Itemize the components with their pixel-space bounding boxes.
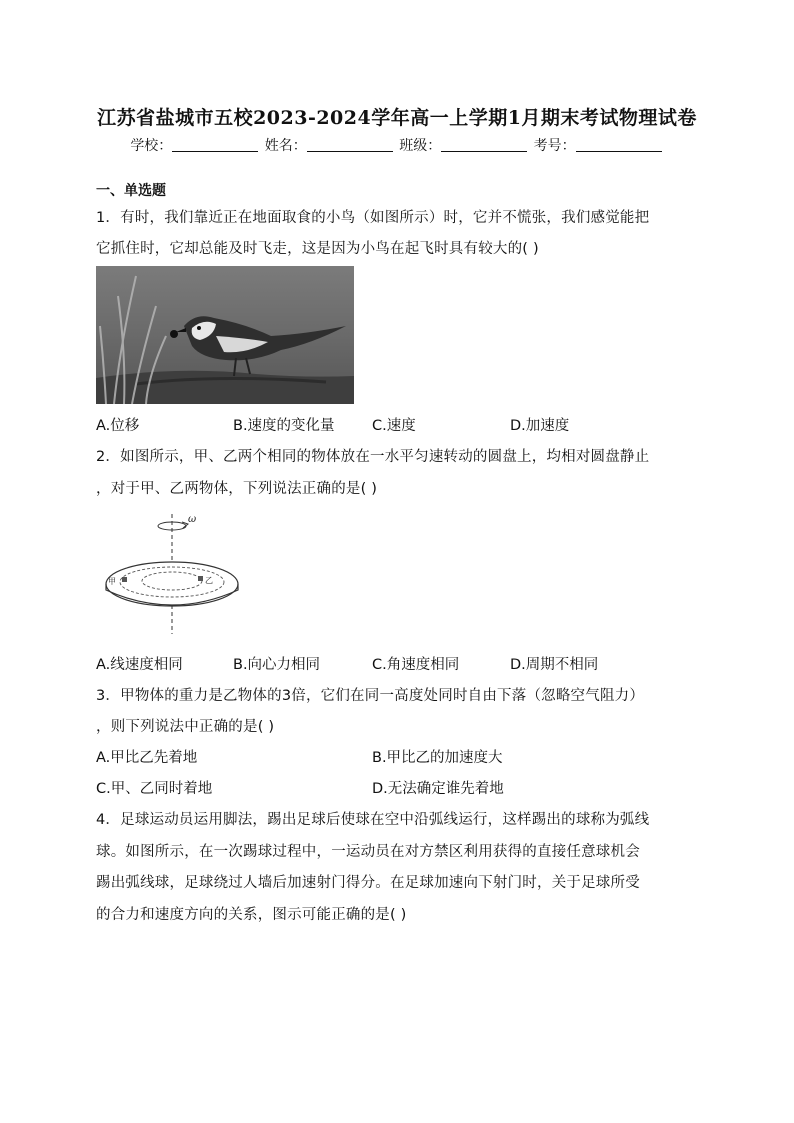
- q1-stem-line2: 它抓住时，它却总能及时飞走，这是因为小鸟在起飞时具有较大的( ): [96, 241, 539, 257]
- q1-option-a[interactable]: A.位移: [96, 418, 140, 434]
- bird-photo: [96, 266, 354, 404]
- bird-photo-illustration: [96, 266, 354, 404]
- q3-stem-line1: 3．甲物体的重力是乙物体的3倍，它们在同一高度处同时自由下落（忽略空气阻力）: [96, 688, 645, 704]
- q3-stem-line2: ，则下列说法中正确的是( ): [96, 719, 275, 735]
- label-yi: 乙: [205, 576, 213, 585]
- q4-stem-line2: 球。如图所示，在一次踢球过程中，一运动员在对方禁区利用获得的直接任意球机会: [96, 844, 640, 860]
- school-label: 学校：: [130, 138, 173, 154]
- name-label: 姓名：: [264, 138, 307, 154]
- q2-option-c[interactable]: C.角速度相同: [372, 657, 460, 673]
- exam-title: 江苏省盐城市五校2023-2024学年高一上学期1月期末考试物理试卷: [97, 107, 697, 129]
- q4-stem-line3: 踢出弧线球，足球绕过人墙后加速射门得分。在足球加速向下射门时，关于足球所受: [96, 875, 640, 891]
- q3-option-a[interactable]: A.甲比乙先着地: [96, 750, 198, 766]
- q1-option-c[interactable]: C.速度: [372, 418, 416, 434]
- label-jia: 甲: [108, 577, 116, 586]
- q2-stem-line2: ，对于甲、乙两物体，下列说法正确的是( ): [96, 481, 378, 497]
- name-blank[interactable]: [307, 137, 393, 152]
- q1-stem-line1: 1．有时，我们靠近正在地面取食的小鸟（如图所示）时，它并不慌张，我们感觉能把: [96, 210, 650, 226]
- object-yi: [198, 576, 203, 581]
- q3-option-b[interactable]: B.甲比乙的加速度大: [372, 750, 503, 766]
- q3-option-d[interactable]: D.无法确定谁先着地: [372, 781, 504, 797]
- q4-stem-line1: 4．足球运动员运用脚法，踢出足球后使球在空中沿弧线运行，这样踢出的球称为弧线: [96, 812, 650, 828]
- class-label: 班级：: [399, 138, 442, 154]
- q4-stem-line4: 的合力和速度方向的关系，图示可能正确的是( ): [96, 907, 407, 923]
- class-blank[interactable]: [441, 137, 527, 152]
- q2-option-a[interactable]: A.线速度相同: [96, 657, 183, 673]
- q2-option-b[interactable]: B.向心力相同: [233, 657, 321, 673]
- student-info-row: [0, 135, 794, 155]
- q1-option-d[interactable]: D.加速度: [510, 418, 570, 434]
- school-blank[interactable]: [172, 137, 258, 152]
- omega-symbol: ω: [188, 514, 197, 525]
- number-label: 考号：: [533, 138, 576, 154]
- object-jia: [122, 577, 127, 582]
- disk-top: [106, 562, 238, 606]
- q2-stem-line1: 2．如图所示，甲、乙两个相同的物体放在一水平匀速转动的圆盘上，均相对圆盘静止: [96, 449, 650, 465]
- q2-option-d[interactable]: D.周期不相同: [510, 657, 599, 673]
- section-heading: 一、单选题: [96, 183, 166, 199]
- q1-option-b[interactable]: B.速度的变化量: [233, 418, 335, 434]
- rotating-disk-figure: [100, 510, 242, 636]
- q3-option-c[interactable]: C.甲、乙同时着地: [96, 781, 213, 797]
- number-blank[interactable]: [576, 137, 662, 152]
